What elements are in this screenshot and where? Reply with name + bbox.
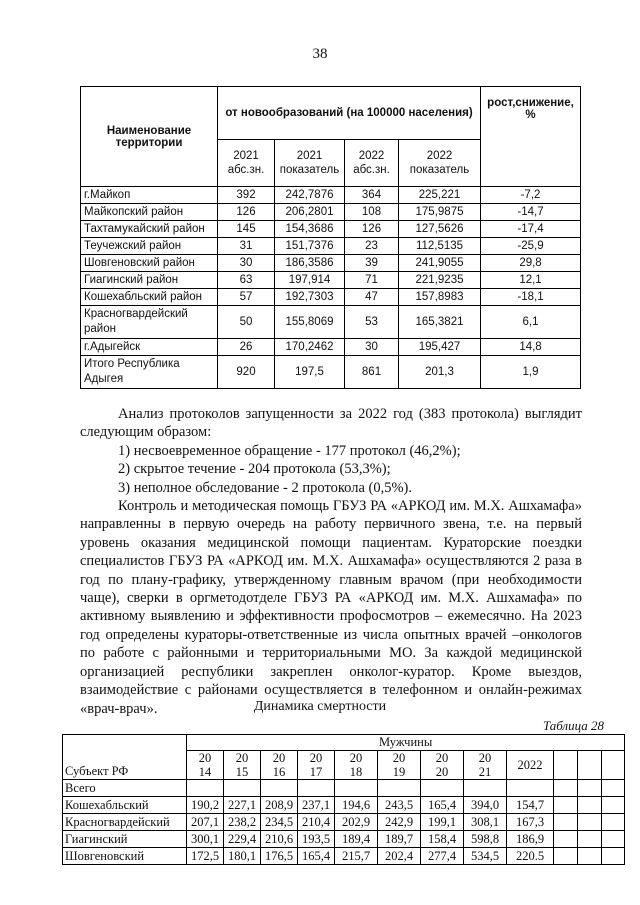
- empty-cell: [578, 797, 602, 814]
- mortality-table-body: [63, 797, 625, 865]
- value-cell: 127,5626: [399, 221, 481, 238]
- value-cell: 220.5: [507, 848, 554, 865]
- value-cell: 26: [218, 339, 275, 356]
- empty-cell: [578, 831, 602, 848]
- empty-cell: [554, 797, 578, 814]
- value-cell: 39: [345, 255, 399, 272]
- table-number: Таблица 28: [542, 718, 604, 733]
- table-caption: Динамика смертности: [253, 699, 387, 714]
- value-cell: 861: [345, 356, 399, 389]
- territory-cell: Шовгеновский район: [81, 255, 218, 272]
- value-cell: 241,9055: [399, 255, 481, 272]
- year-header: [421, 751, 464, 780]
- value-cell: 145: [218, 221, 275, 238]
- empty-cell: [602, 751, 625, 780]
- paragraph-control: Контроль и методическая помощь ГБУЗ РА «АРКОД им. М.Х. Ашхамафа» направленны в первую очередь на работу первичного звена, т.е. на первый уровень оказания медицинской помощи пациентам. Кураторские поездки специалистов ГБУЗ РА «АРКОД им. М.Х. Ашхамафа» осуществляются 2 раза в год по плану-графику, утвержденному главным врачом (при необходимости чаще), сверки в оргметодотделе ГБУЗ РА «АРКОД им. М.Х. Ашхамафа» по активному выявлению и эффективности профосмотров – ежемесячно. На 2023 год определены кураторы-ответственные из числа опытных врачей –онкологов по работе с районными и территориальными МО. За каждой медицинской организацией республики закреплен онколог-куратор. Кроме выездов, взаимодействие с районами осуществляется в телефонном и онлайн-режимах «врач-врач».: [80, 498, 582, 717]
- value-cell: 210,6: [261, 831, 298, 848]
- value-cell: 242,7876: [275, 187, 345, 204]
- paragraph-analysis: Анализ протоколов запущенности за 2022 год (383 протокола) выглядит следующим образом:: [80, 406, 582, 441]
- list-item: 3) неполное обследование - 2 протокола (0,5%).: [118, 479, 412, 496]
- year-header: [298, 751, 335, 780]
- territory-cell: г.Адыгейск: [81, 339, 218, 356]
- value-cell: 202,4: [378, 848, 421, 865]
- value-cell: 243,5: [378, 797, 421, 814]
- change-cell: 12,1: [481, 272, 581, 289]
- value-cell: 227,1: [224, 797, 261, 814]
- value-cell: 176,5: [261, 848, 298, 865]
- change-cell: 1,9: [481, 356, 581, 389]
- value-cell: 112,5135: [399, 238, 481, 255]
- incidence-table-body: [81, 187, 581, 389]
- empty-cell: [578, 848, 602, 865]
- empty-cell: [578, 751, 602, 780]
- empty-cell: [602, 848, 625, 865]
- value-cell: 47: [345, 289, 399, 306]
- empty-cell: [578, 814, 602, 831]
- table-row: [81, 204, 581, 221]
- year-part: 20: [235, 751, 249, 765]
- value-cell: 210,4: [298, 814, 335, 831]
- value-cell: 180,1: [224, 848, 261, 865]
- value-cell: 63: [218, 272, 275, 289]
- value-cell: 237,1: [298, 797, 335, 814]
- year-part: 19: [392, 765, 406, 779]
- header-2022-abs: 2022 абс.зн.: [345, 140, 399, 187]
- value-cell: 308,1: [464, 814, 507, 831]
- year-header: [507, 751, 554, 780]
- table-row: [81, 339, 581, 356]
- table-row: [81, 289, 581, 306]
- territory-cell: Красногвардейский район: [81, 306, 218, 339]
- value-cell: 50: [218, 306, 275, 339]
- empty-cell: [602, 797, 625, 814]
- year-part: 20: [272, 751, 286, 765]
- empty-cell: [554, 831, 578, 848]
- value-cell: 158,4: [421, 831, 464, 848]
- value-cell: 197,5: [275, 356, 345, 389]
- empty-cell: [554, 848, 578, 865]
- value-cell: 30: [218, 255, 275, 272]
- value-cell: 238,2: [224, 814, 261, 831]
- year-header: [261, 751, 298, 780]
- value-cell: 193,5: [298, 831, 335, 848]
- table-row: [63, 814, 625, 831]
- change-cell: 29,8: [481, 255, 581, 272]
- territory-cell: Тахтамукайский район: [81, 221, 218, 238]
- value-cell: 189,7: [378, 831, 421, 848]
- table-row: [63, 848, 625, 865]
- territory-cell: Итого Республика Адыгея: [81, 356, 218, 389]
- value-cell: 170,2462: [275, 339, 345, 356]
- value-cell: 598,8: [464, 831, 507, 848]
- year-part: 20: [435, 765, 449, 779]
- year-part: 20: [309, 751, 323, 765]
- year-header: [187, 751, 224, 780]
- subject-cell: Красногвардейский: [63, 814, 187, 831]
- value-cell: 155,8069: [275, 306, 345, 339]
- value-cell: 23: [345, 238, 399, 255]
- value-cell: 172,5: [187, 848, 224, 865]
- value-cell: 197,914: [275, 272, 345, 289]
- incidence-table: [80, 86, 581, 389]
- subject-label: Субъект РФ: [63, 735, 187, 780]
- value-cell: 126: [218, 204, 275, 221]
- year-part: 17: [309, 765, 323, 779]
- year-part: 20: [392, 751, 406, 765]
- change-cell: -14,7: [481, 204, 581, 221]
- header-2021-abs: 2021 абс.зн.: [218, 140, 275, 187]
- header-territory: Наименование территории: [81, 87, 218, 187]
- value-cell: 30: [345, 339, 399, 356]
- list-item: 2) скрытое течение - 204 протокола (53,3%);: [118, 461, 391, 478]
- value-cell: 165,4: [298, 848, 335, 865]
- year-part: 15: [235, 765, 249, 779]
- value-cell: 215,7: [335, 848, 378, 865]
- value-cell: 157,8983: [399, 289, 481, 306]
- change-cell: -25,9: [481, 238, 581, 255]
- territory-cell: Теучежский район: [81, 238, 218, 255]
- territory-cell: Гиагинский район: [81, 272, 218, 289]
- value-cell: 175,9875: [399, 204, 481, 221]
- table-row: [81, 221, 581, 238]
- empty-cell: [602, 814, 625, 831]
- table-row: [81, 306, 581, 339]
- value-cell: 53: [345, 306, 399, 339]
- change-cell: -17,4: [481, 221, 581, 238]
- table-row: [81, 187, 581, 204]
- empty-cell: [554, 751, 578, 780]
- value-cell: 202,9: [335, 814, 378, 831]
- value-cell: 71: [345, 272, 399, 289]
- value-cell: 189,4: [335, 831, 378, 848]
- year-part: 14: [198, 765, 212, 779]
- header-incidence: от новообразований (на 100000 населения): [218, 87, 481, 140]
- list-item: 1) несвоевременное обращение - 177 протокол (46,2%);: [118, 442, 461, 459]
- header-2021-ind: 2021 показатель: [275, 140, 345, 187]
- total-label: Всего: [63, 780, 187, 797]
- value-cell: 195,427: [399, 339, 481, 356]
- year-part: 16: [272, 765, 286, 779]
- territory-cell: г.Майкоп: [81, 187, 218, 204]
- year-header: [224, 751, 261, 780]
- empty-cell: [554, 814, 578, 831]
- empty-cell: [602, 831, 625, 848]
- value-cell: 534,5: [464, 848, 507, 865]
- group-men: Мужчины: [187, 735, 625, 751]
- value-cell: 186,3586: [275, 255, 345, 272]
- value-cell: 190,2: [187, 797, 224, 814]
- table-row: [63, 797, 625, 814]
- value-cell: 229,4: [224, 831, 261, 848]
- year-part: 20: [478, 751, 492, 765]
- change-cell: -7,2: [481, 187, 581, 204]
- year-part: 20: [349, 751, 363, 765]
- value-cell: 300,1: [187, 831, 224, 848]
- page-number: 38: [312, 46, 328, 62]
- table-row: [81, 238, 581, 255]
- value-cell: 208,9: [261, 797, 298, 814]
- value-cell: 154,7: [507, 797, 554, 814]
- value-cell: 186,9: [507, 831, 554, 848]
- value-cell: 392: [218, 187, 275, 204]
- table-row: [63, 831, 625, 848]
- value-cell: 165,4: [421, 797, 464, 814]
- change-cell: -18,1: [481, 289, 581, 306]
- header-change: рост,снижение, %: [481, 87, 581, 187]
- year-part: 20: [435, 751, 449, 765]
- value-cell: 207,1: [187, 814, 224, 831]
- value-cell: 920: [218, 356, 275, 389]
- value-cell: 234,5: [261, 814, 298, 831]
- year-part: 2022: [517, 758, 543, 772]
- value-cell: 192,7303: [275, 289, 345, 306]
- table-row: [81, 356, 581, 389]
- year-part: 21: [478, 765, 492, 779]
- value-cell: 221,9235: [399, 272, 481, 289]
- value-cell: 167,3: [507, 814, 554, 831]
- year-part: 20: [198, 751, 212, 765]
- body-text: [80, 405, 582, 718]
- year-header: [378, 751, 421, 780]
- territory-cell: Кошехабльский район: [81, 289, 218, 306]
- value-cell: 277,4: [421, 848, 464, 865]
- subject-cell: Гиагинский: [63, 831, 187, 848]
- header-2022-ind: 2022 показатель: [399, 140, 481, 187]
- value-cell: 194,6: [335, 797, 378, 814]
- mortality-table: [62, 734, 625, 865]
- table-row: [81, 255, 581, 272]
- value-cell: 31: [218, 238, 275, 255]
- year-part: 18: [349, 765, 363, 779]
- value-cell: 108: [345, 204, 399, 221]
- value-cell: 57: [218, 289, 275, 306]
- territory-cell: Майкопский район: [81, 204, 218, 221]
- value-cell: 201,3: [399, 356, 481, 389]
- value-cell: 165,3821: [399, 306, 481, 339]
- value-cell: 242,9: [378, 814, 421, 831]
- value-cell: 154,3686: [275, 221, 345, 238]
- table-row: [81, 272, 581, 289]
- value-cell: 394,0: [464, 797, 507, 814]
- subject-cell: Кошехабльский: [63, 797, 187, 814]
- value-cell: 206,2801: [275, 204, 345, 221]
- change-cell: 14,8: [481, 339, 581, 356]
- value-cell: 225,221: [399, 187, 481, 204]
- change-cell: 6,1: [481, 306, 581, 339]
- year-header: [335, 751, 378, 780]
- year-header: [464, 751, 507, 780]
- subject-cell: Шовгеновский: [63, 848, 187, 865]
- value-cell: 151,7376: [275, 238, 345, 255]
- value-cell: 199,1: [421, 814, 464, 831]
- value-cell: 126: [345, 221, 399, 238]
- value-cell: 364: [345, 187, 399, 204]
